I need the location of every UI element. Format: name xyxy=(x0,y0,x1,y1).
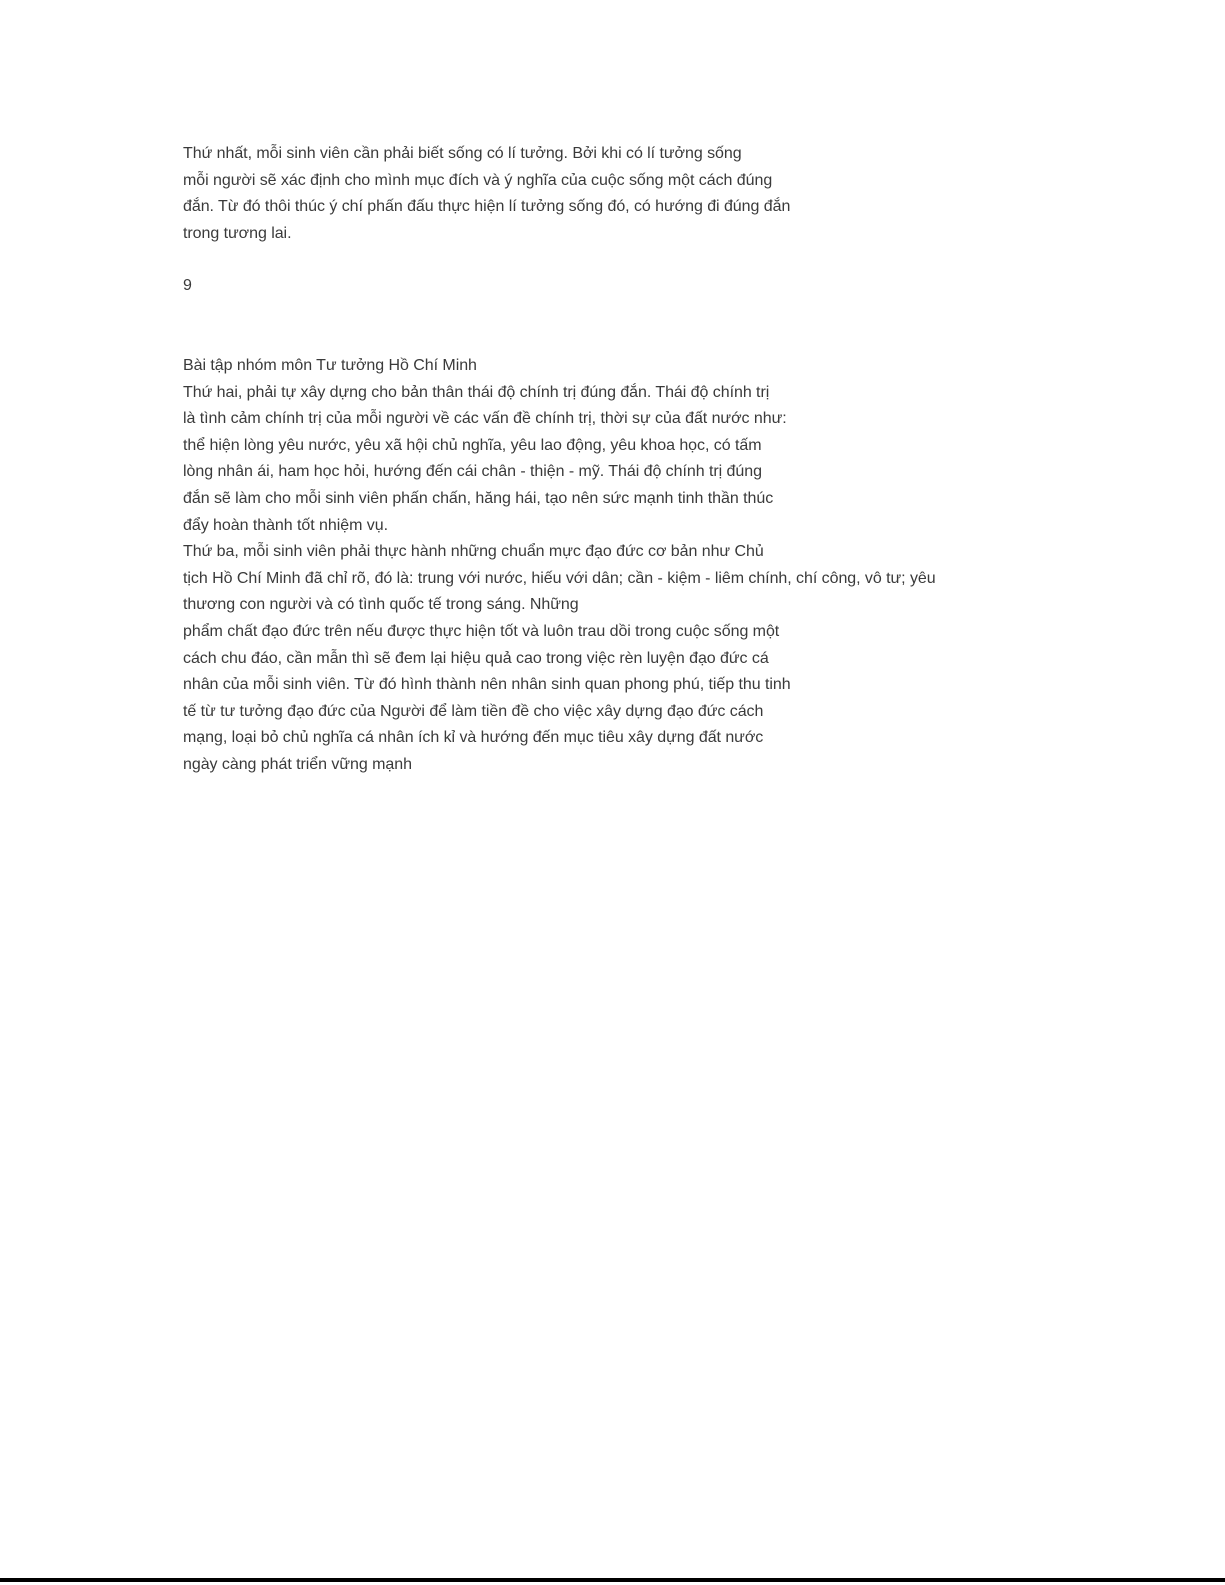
paragraph-line: đắn sẽ làm cho mỗi sinh viên phấn chấn, hăng hái, tạo nên sức mạnh tinh thần thúc xyxy=(183,489,774,507)
paragraph-line: đẩy hoàn thành tốt nhiệm vụ. xyxy=(183,516,388,534)
next-page-content xyxy=(183,353,1203,773)
paragraph-line: Thứ hai, phải tự xây dựng cho bản thân thái độ chính trị đúng đắn. Thái độ chính trị xyxy=(183,383,770,401)
paragraph-line: trong tương lai. xyxy=(183,224,292,242)
paragraph-line: tế từ tư tưởng đạo đức của Người để làm tiền đề cho việc xây dựng đạo đức cách xyxy=(183,702,764,720)
paragraph-line: đắn. Từ đó thôi thúc ý chí phấn đấu thực hiện lí tưởng sống đó, có hướng đi đúng đắn xyxy=(183,198,791,216)
paragraph-line: tịch Hồ Chí Minh đã chỉ rõ, đó là: trung với nước, hiếu với dân; cần - kiệm - liêm chính, chí công, vô tư; yêu xyxy=(183,569,936,587)
paragraph-line: lòng nhân ái, ham học hỏi, hướng đến cái chân - thiện - mỹ. Thái độ chính trị đúng xyxy=(183,463,762,481)
page-number: 9 xyxy=(183,277,192,294)
paragraph-first-point xyxy=(183,141,1203,247)
paragraph-line: thể hiện lòng yêu nước, yêu xã hội chủ nghĩa, yêu lao động, yêu khoa học, có tấm xyxy=(183,436,762,454)
paragraph-line: ngày càng phát triển vững mạnh xyxy=(183,755,412,773)
paragraph-line: Thứ ba, mỗi sinh viên phải thực hành những chuẩn mực đạo đức cơ bản như Chủ xyxy=(183,543,764,561)
paragraph-line: Thứ nhất, mỗi sinh viên cần phải biết sống có lí tưởng. Bởi khi có lí tưởng sống xyxy=(183,145,742,162)
paragraph-line: thương con người và có tình quốc tế trong sáng. Những xyxy=(183,596,579,614)
bottom-border xyxy=(0,1578,1225,1582)
paragraph-line: mỗi người sẽ xác định cho mình mục đích và ý nghĩa của cuộc sống một cách đúng xyxy=(183,171,773,189)
paragraph-line: cách chu đáo, cần mẫn thì sẽ đem lại hiệu quả cao trong việc rèn luyện đạo đức cá xyxy=(183,649,769,667)
paragraph-line: mạng, loại bỏ chủ nghĩa cá nhân ích kỉ và hướng đến mục tiêu xây dựng đất nước xyxy=(183,729,764,747)
paragraph-line: phẩm chất đạo đức trên nếu được thực hiện tốt và luôn trau dồi trong cuộc sống một xyxy=(183,622,780,640)
paragraph-line: là tình cảm chính trị của mỗi người về các vấn đề chính trị, thời sự của đất nước như: xyxy=(183,410,787,428)
paragraph-line: nhân của mỗi sinh viên. Từ đó hình thành nên nhân sinh quan phong phú, tiếp thu tinh xyxy=(183,676,791,694)
page-header-title: Bài tập nhóm môn Tư tưởng Hồ Chí Minh xyxy=(183,357,477,374)
